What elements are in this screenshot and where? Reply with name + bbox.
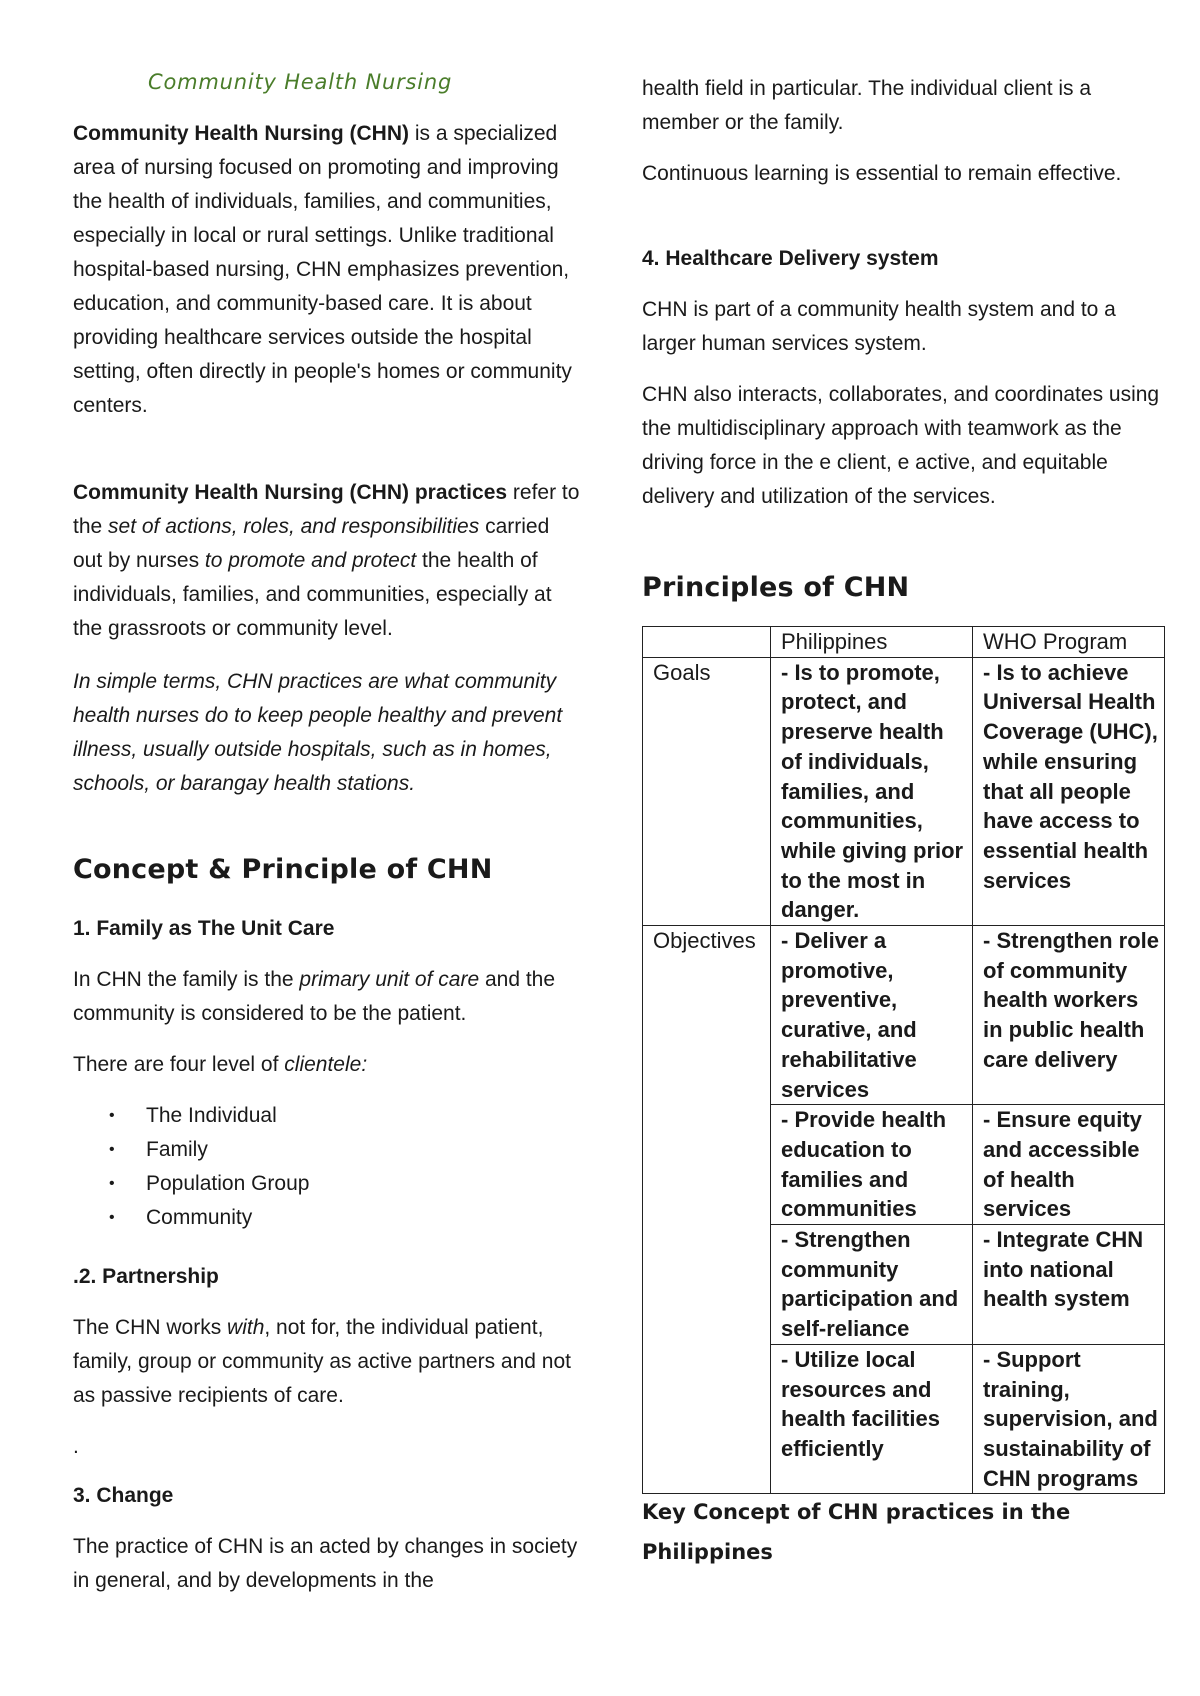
family-paragraph — [73, 963, 583, 1031]
concept-heading: Concept & Principle of CHN — [73, 854, 493, 885]
simple-terms-paragraph: In simple terms, CHN practices are what community health nurses do to keep people healthy and prevent illness, usually outside hospitals, such as in homes, schools, or barangay health stations. — [73, 670, 563, 795]
delivery-paragraph-1: CHN is part of a community health system and to a larger human services system. — [642, 298, 1116, 355]
levels-text: There are four level of — [73, 1053, 285, 1076]
list-item: • Population Group — [73, 1167, 583, 1201]
objective-philippines: - Utilize local resources and health facilities efficiently — [771, 1344, 973, 1494]
goals-philippines: - Is to promote, protect, and preserve health of individuals, families, and communities, while giving prior to the most in danger. — [771, 657, 973, 925]
clientele-list — [73, 1099, 583, 1235]
practices-text-b: carried out by nurses — [73, 515, 550, 572]
objective-who: - Integrate CHN into national health system — [973, 1225, 1165, 1345]
objective-who: - Ensure equity and accessible of health services — [973, 1105, 1165, 1225]
objective-philippines: - Deliver a promotive, preventive, curative, and rehabilitative services — [771, 926, 973, 1105]
stray-dot: . — [73, 1435, 79, 1458]
principles-table — [642, 626, 1165, 1494]
delivery-heading: 4. Healthcare Delivery system — [642, 247, 939, 270]
levels-italic: clientele: — [284, 1053, 368, 1076]
table-row — [643, 926, 1165, 1105]
levels-paragraph — [73, 1048, 583, 1082]
practices-italic-2: to promote and protect — [204, 549, 417, 572]
change-paragraph: The practice of CHN is an acted by changes in society in general, and by developments in the — [73, 1535, 578, 1592]
list-item: • Family — [73, 1133, 583, 1167]
goals-label: Goals — [643, 657, 771, 925]
partnership-text-b: , not for, the individual patient, family, group or community as active partners and not as passive recipients of care. — [73, 1316, 572, 1407]
delivery-paragraph-2: CHN also interacts, collaborates, and coordinates using the multidisciplinary approach with teamwork as the driving force in the e client, e active, and equitable delivery and utilization of the services. — [642, 383, 1160, 508]
objective-philippines: - Provide health education to families and communities — [771, 1105, 973, 1225]
family-text-a: In CHN the family is the — [73, 968, 300, 991]
intro-term: Community Health Nursing (CHN) — [73, 122, 409, 145]
table-header-row — [643, 627, 1165, 658]
family-heading: 1. Family as The Unit Care — [73, 917, 335, 940]
table-header-philippines: Philippines — [771, 627, 973, 658]
partnership-heading: .2. Partnership — [73, 1265, 219, 1288]
learning-paragraph: Continuous learning is essential to remain effective. — [642, 162, 1122, 185]
intro-text: is a specialized area of nursing focused on promoting and improving the health of individuals, families, and communities, especially in local or rural settings. Unlike traditional hospital-based nursing, CHN emphasizes prevention, education, and community-based care. It is about providing healthcare services outside the hospital setting, often directly in people's homes or community centers. — [73, 122, 572, 417]
practices-text-a: refer to the — [73, 481, 580, 538]
principles-heading: Principles of CHN — [642, 572, 910, 603]
objective-who: - Strengthen role of community health workers in public health care delivery — [973, 926, 1165, 1105]
practices-paragraph — [73, 476, 583, 646]
family-text-b: and the community is considered to be the patient. — [73, 968, 556, 1025]
objectives-label: Objectives — [643, 926, 771, 1494]
page-title: Community Health Nursing — [148, 70, 453, 94]
family-italic: primary unit of care — [299, 968, 480, 991]
key-concept-heading: Key Concept of CHN practices in the Philippines — [642, 1500, 1071, 1564]
table-header-empty — [643, 627, 771, 658]
practices-term: Community Health Nursing (CHN) practices — [73, 481, 508, 504]
practices-italic-1: set of actions, roles, and responsibilities — [108, 515, 480, 538]
table-header-who: WHO Program — [973, 627, 1165, 658]
change-heading: 3. Change — [73, 1484, 174, 1507]
continued-paragraph: health field in particular. The individual client is a member or the family. — [642, 77, 1092, 134]
partnership-italic: with — [227, 1316, 265, 1339]
intro-paragraph — [73, 117, 583, 423]
objective-who: - Support training, supervision, and sustainability of CHN programs — [973, 1344, 1165, 1494]
list-item: • Community — [73, 1201, 583, 1235]
goals-who: - Is to achieve Universal Health Coverage (UHC), while ensuring that all people have access to essential health services — [973, 657, 1165, 925]
practices-text-c: the health of individuals, families, and communities, especially at the grassroots or community level. — [73, 549, 552, 640]
partnership-paragraph — [73, 1311, 583, 1413]
list-item: • The Individual — [73, 1099, 583, 1133]
objective-philippines: - Strengthen community participation and self-reliance — [771, 1225, 973, 1345]
partnership-text-a: The CHN works — [73, 1316, 228, 1339]
table-row — [643, 657, 1165, 925]
